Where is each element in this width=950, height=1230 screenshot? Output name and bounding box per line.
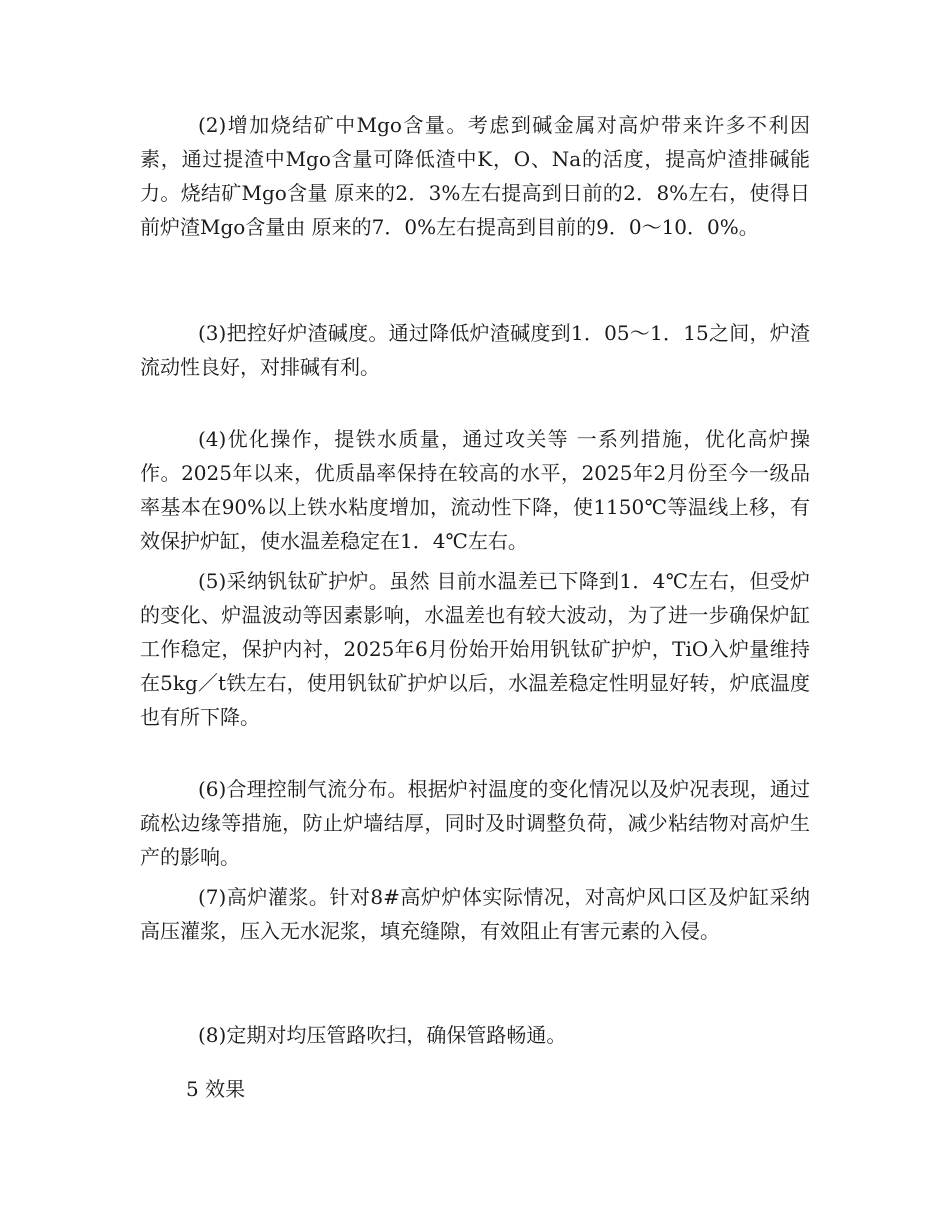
paragraph-7-grouting: (7)高炉灌浆。针对8#高炉炉体实际情况，对高炉风口区及炉缸采纳高压灌浆，压入无水泥浆，填充缝隙，有效阻止有害元素的入侵。	[140, 885, 810, 943]
paragraph-5-vanadium-titanium: (5)采纳钒钛矿护炉。虽然 目前水温差已下降到1．4℃左右，但受炉的变化、炉温波动等因素影响，水温差也有较大波动，为了进一步确保炉缸工作稳定，保护内衬，2025年6月份始开始用钒钛矿护炉，TiO入炉量维持在5kg／t铁左右，使用钒钛矿护炉以后，水温差稳定性明显好转，炉底温度也有所下降。	[140, 569, 810, 729]
paragraph-3-slag-basicity: (3)把控好炉渣碱度。通过降低炉渣碱度到1．05～1．15之间，炉渣流动性良好，对排碱有利。	[140, 321, 810, 379]
paragraph-4-optimize-operation: (4)优化操作，提铁水质量，通过攻关等 一系列措施，优化高炉操作。2025年以来，优质晶率保持在较高的水平，2025年2月份至今一级品率基本在90%以上铁水粘度增加，流动性下降，使1150℃等温线上移，有效保护炉缸，使水温差稳定在1．4℃左右。	[140, 427, 810, 553]
paragraph-8-pipe-purge: (8)定期对均压管路吹扫，确保管路畅通。	[198, 1023, 567, 1047]
paragraph-6-airflow-distribution: (6)合理控制气流分布。根据炉衬温度的变化情况以及炉况表现，通过疏松边缘等措施，防止炉墙结厚，同时及时调整负荷，减少粘结物对高炉生产的影响。	[140, 777, 810, 869]
paragraph-2-mgo-content: (2)增加烧结矿中Mgo含量。考虑到碱金属对高炉带来许多不利因素，通过提渣中Mgo含量可降低渣中K，O、Na的活度，提高炉渣排碱能力。烧结矿Mgo含量 原来的2．3%左右提高到日前的2．8%左右，使得日前炉渣Mgo含量由 原来的7．0%左右提高到目前的9．0～10．0%。	[140, 113, 810, 239]
section-heading-5: 5 效果	[186, 1077, 246, 1101]
